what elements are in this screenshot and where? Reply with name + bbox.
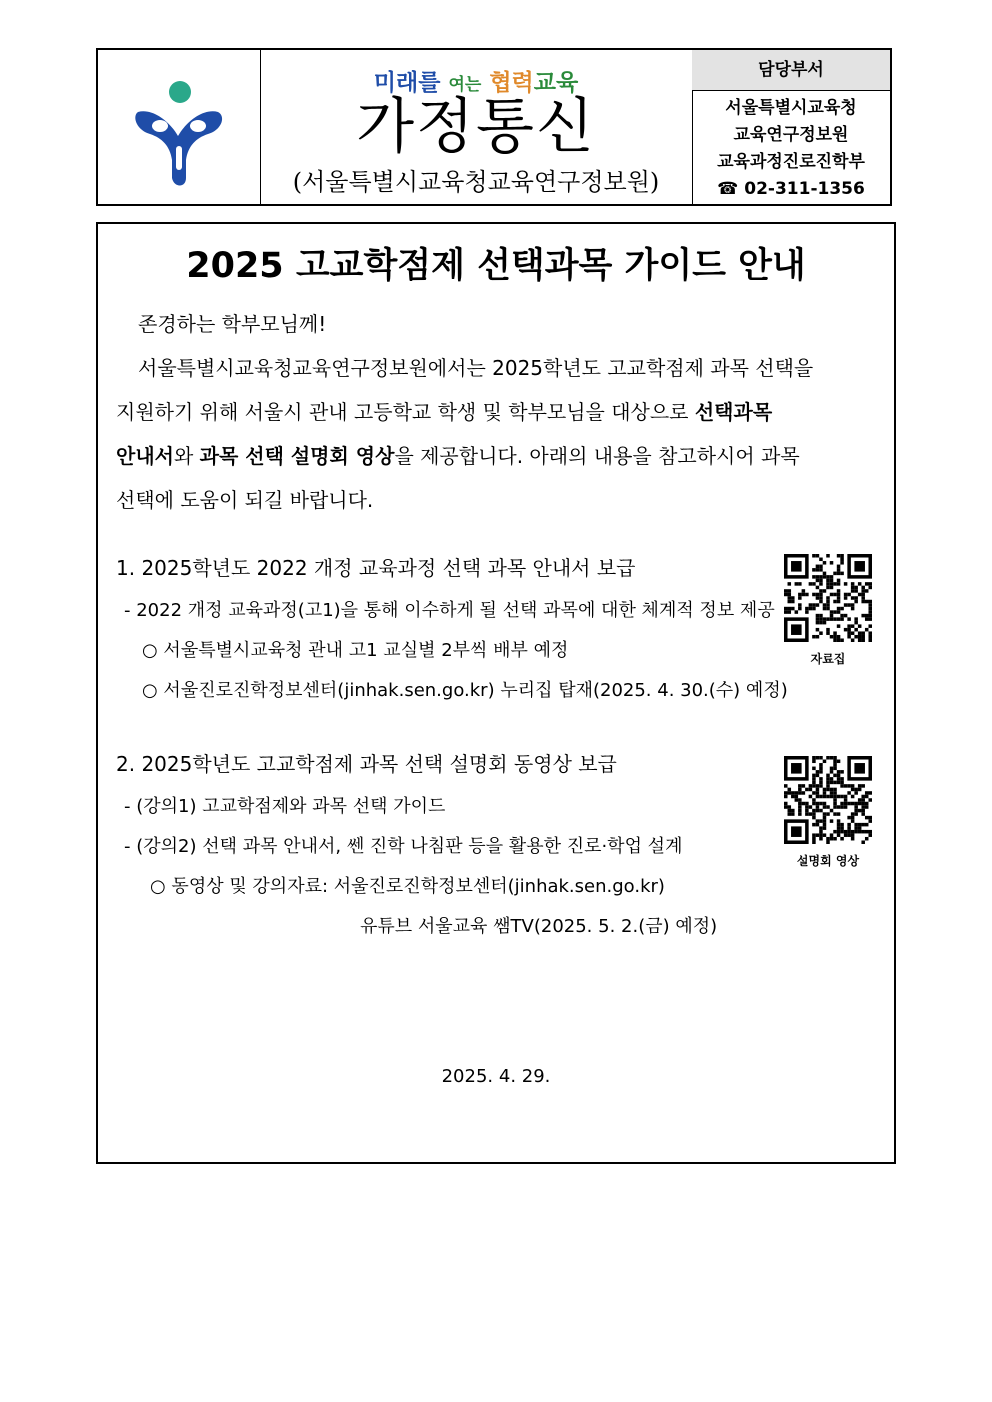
section2-item-2: 유튜브 서울교육 쌤TV(2025. 5. 2.(금) 예정) <box>360 916 718 937</box>
department-line-2: 교육연구정보원 <box>733 125 849 145</box>
section2-lecture-1: - (강의1) 고교학점제와 과목 선택 가이드 <box>124 796 446 817</box>
notice-body <box>96 222 896 1164</box>
section1-item-1: ○ 서울특별시교육청 관내 고1 교실별 2부씩 배부 예정 <box>142 640 569 661</box>
logo-cell <box>98 50 261 204</box>
intro-line-2-text: 지원하기 위해 서울시 관내 고등학교 학생 및 학부모님을 대상으로 <box>116 400 695 424</box>
intro-line-4: 선택에 도움이 되길 바랍니다. <box>116 488 374 512</box>
department-info <box>692 91 890 203</box>
department-label: 담당부서 <box>692 50 890 91</box>
letterhead <box>96 48 892 206</box>
slogan-part1: 미래를 <box>373 70 441 96</box>
seoul-education-logo <box>98 50 260 204</box>
intro-bold-guidebook: 안내서 <box>116 444 174 468</box>
intro-line-1: 서울특별시교육청교육연구정보원에서는 2025학년도 고교학점제 과목 선택을 <box>138 356 814 380</box>
document-title: 2025 고교학점제 선택과목 가이드 안내 <box>186 246 806 286</box>
issue-date: 2025. 4. 29. <box>441 1066 551 1087</box>
phone-icon: ☎ <box>717 179 739 199</box>
section1-item-2: ○ 서울진로진학정보센터(jinhak.sen.go.kr) 누리집 탑재(2025. 4. 30.(수) 예정) <box>142 680 788 701</box>
phone-number: 02-311-1356 <box>744 179 865 199</box>
section1-heading: 1. 2025학년도 2022 개정 교육과정 선택 과목 안내서 보급 <box>116 556 636 580</box>
slogan-part2: 여는 <box>448 75 482 95</box>
title-cell <box>260 50 693 204</box>
section2-lecture-2: - (강의2) 선택 과목 안내서, 쎈 진학 나침판 등을 활용한 진로·학업 설계 <box>124 836 683 857</box>
qr-caption-video: 설명회 영상 <box>796 854 860 868</box>
intro-line-3 <box>116 440 800 469</box>
slogan-part3: 협력 <box>489 70 534 96</box>
greeting: 존경하는 학부모님께! <box>138 312 327 336</box>
intro-conj: 와 <box>173 444 200 468</box>
section1-description: - 2022 개정 교육과정(고1)을 통해 이수하게 될 선택 과목에 대한 체계적 정보 제공 <box>124 600 775 621</box>
intro-bold-selection-subject: 선택과목 <box>694 400 773 424</box>
department-phone <box>692 176 890 203</box>
qr-caption-guidebook: 자료집 <box>810 652 846 666</box>
section2-item-1: ○ 동영상 및 강의자료: 서울진로진학정보센터(jinhak.sen.go.kr) <box>150 876 665 897</box>
intro-line-3-text: 을 제공합니다. 아래의 내용을 참고하시어 과목 <box>394 444 800 468</box>
department-line-1: 서울특별시교육청 <box>725 98 857 118</box>
slogan-part4: 교육 <box>533 70 579 96</box>
qr-code-guidebook[interactable] <box>784 554 872 642</box>
department-cell <box>692 50 890 204</box>
section2-heading: 2. 2025학년도 고교학점제 과목 선택 설명회 동영상 보급 <box>116 752 617 776</box>
intro-bold-video: 과목 선택 설명회 영상 <box>199 444 395 468</box>
newsletter-subtitle: (서울특별시교육청교육연구정보원) <box>292 168 660 196</box>
qr-code-video[interactable] <box>784 756 872 844</box>
intro-line-2 <box>116 396 772 425</box>
department-line-3: 교육과정진로진학부 <box>717 152 865 172</box>
newsletter-title: 가정통신 <box>356 92 596 162</box>
